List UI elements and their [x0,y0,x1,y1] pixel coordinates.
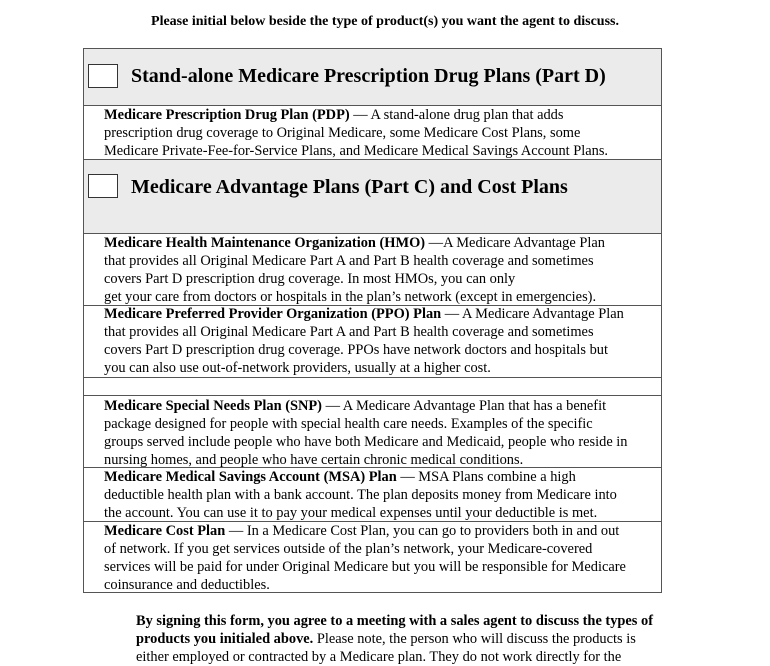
consent-line-3: either employed or contracted by a Medicare plan. They do not work directly for the [136,649,622,665]
plan-row-pdp [84,105,661,159]
product-selection-table [83,48,662,593]
ppo-name: Medicare Preferred Provider Organization (PPO) Plan [104,306,442,322]
ppo-description: Medicare Preferred Provider Organization (PPO) Plan — A Medicare Advantage Plan that provides all Original Medicare Part A and Part B health coverage and sometimes covers Part D prescription drug coverage. PPOs have network doctors and hospitals but you can also use out-of-network providers, usually at a higher cost. [104,306,624,376]
pdp-description: Medicare Prescription Drug Plan (PDP) — A stand-alone drug plan that adds prescription drug coverage to Original Medicare, some Medicare Cost Plans, some Medicare Private-Fee-for-Service Plans, and Medicare Medical Savings Account Plans. [104,107,609,159]
hmo-description: Medicare Health Maintenance Organization (HMO) —A Medicare Advantage Plan that provides all Original Medicare Part A and Part B health coverage and sometimes covers Part D prescription drug coverage. In most HMOs, you can only get your care from doctors or hospitals in the plan’s network (except in emergencies). [104,235,605,305]
plan-row-ppo [84,305,661,377]
snp-description: Medicare Special Needs Plan (SNP) — A Medicare Advantage Plan that has a benefit package designed for people with special health care needs. Examples of the specific groups served include people who have both Medicare and Medicaid, people who reside in nursing homes, and people who have certain chronic medical conditions. [104,398,628,468]
cost-name: Medicare Cost Plan [104,523,226,539]
consent-bold-line-1: By signing this form, you agree to a meeting with a sales agent to discuss the types of [136,613,653,629]
plan-row-hmo [84,233,661,305]
instruction-heading: Please initial below beside the type of product(s) you want the agent to discuss. [151,14,619,29]
cost-description: Medicare Cost Plan — In a Medicare Cost Plan, you can go to providers both in and out of network. If you get services outside of the plan’s network, your Medicare-covered services will be paid for under Original Medicare but you will be responsible for Medicare coinsurance and deductibles. [104,523,626,593]
msa-name: Medicare Medical Savings Account (MSA) Plan [104,469,397,485]
hmo-name: Medicare Health Maintenance Organization (HMO) [104,235,426,251]
consent-bold-line-2: products you initialed above. [136,631,314,647]
snp-name: Medicare Special Needs Plan (SNP) [104,398,322,414]
part-d-initial-box[interactable] [88,64,118,88]
plan-row-snp [84,395,661,467]
plan-row-msa [84,467,661,521]
part-d-title: Stand-alone Medicare Prescription Drug Plans (Part D) [131,65,606,87]
spacer-row [84,377,661,395]
pdp-name: Medicare Prescription Drug Plan (PDP) [104,107,350,123]
msa-description: Medicare Medical Savings Account (MSA) Plan — MSA Plans combine a high deductible health plan with a bank account. The plan deposits money from Medicare into the account. You can use it to pay your medical expenses until your deductible is met. [104,469,617,521]
section-header-part-c [84,159,661,233]
section-header-part-d [84,49,661,105]
part-c-title: Medicare Advantage Plans (Part C) and Cost Plans [131,176,568,198]
plan-row-cost [84,521,661,592]
consent-paragraph: By signing this form, you agree to a meeting with a sales agent to discuss the types of products you initialed above. Please note, the person who will discuss the products is either employed or contracted by a Medicare plan. They do not work directly for the [136,612,716,666]
part-c-initial-box[interactable] [88,174,118,198]
